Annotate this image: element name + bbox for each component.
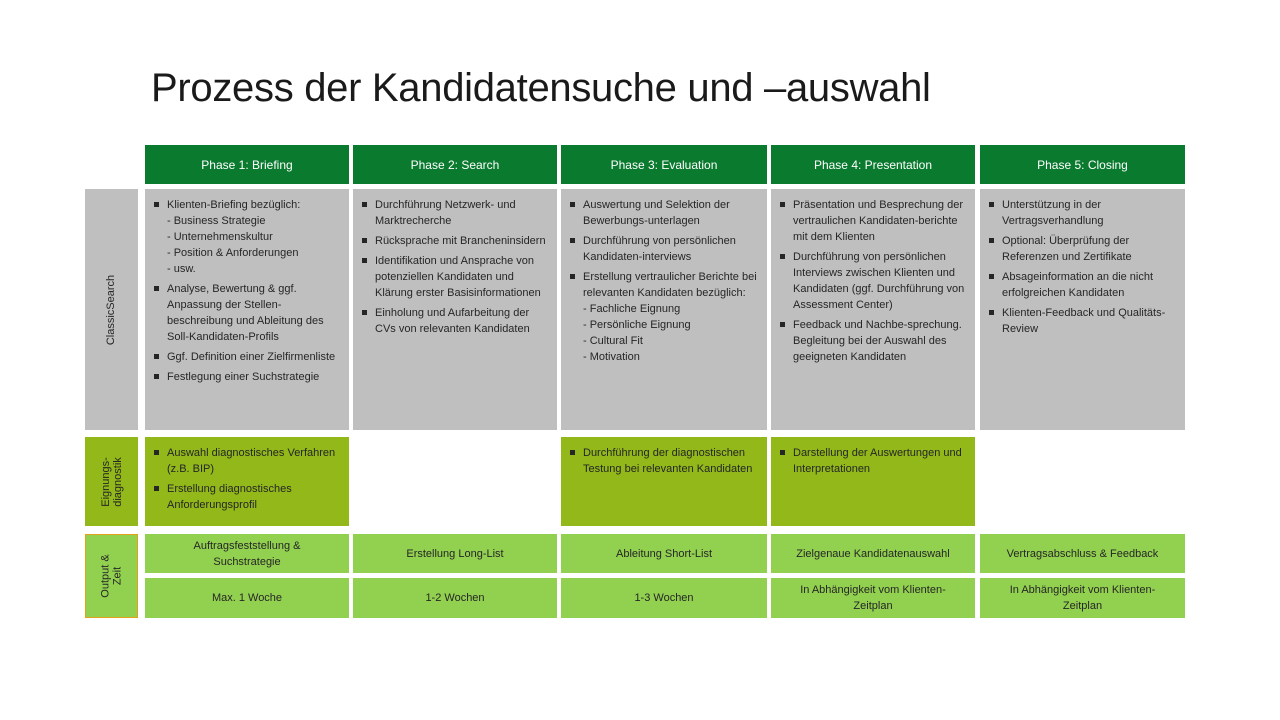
list-item: Identifikation und Ansprache von potenziellen Kandidaten und Klärung erster Basisinformationen	[361, 253, 549, 301]
list-item: Erstellung diagnostisches Anforderungsprofil	[153, 481, 341, 513]
row-label-classicsearch-text: ClassicSearch	[105, 274, 118, 345]
list-item: Durchführung von persönlichen Kandidaten-interviews	[569, 233, 759, 265]
list-item: Absageinformation an die nicht erfolgreichen Kandidaten	[988, 269, 1177, 301]
phase-2-header: Phase 2: Search	[353, 145, 557, 184]
row-label-output-line2: Zeit	[111, 566, 124, 586]
list-item: Ggf. Definition einer Zielfirmenliste	[153, 349, 341, 365]
list-item: Klienten-Feedback und Qualitäts-Review	[988, 305, 1177, 337]
phase-3-classicsearch	[561, 189, 767, 430]
phase-1-header: Phase 1: Briefing	[145, 145, 349, 184]
list-item: Auswertung und Selektion der Bewerbungs-unterlagen	[569, 197, 759, 229]
phase-4-classicsearch	[771, 189, 975, 430]
phase-3-zeit: 1-3 Wochen	[561, 578, 767, 618]
list-item: Auswahl diagnostisches Verfahren (z.B. BIP)	[153, 445, 341, 477]
phase-1-eignungsdiagnostik	[145, 437, 349, 526]
list-item: Rücksprache mit Brancheninsidern	[361, 233, 549, 249]
phase-4-zeit: In Abhängigkeit vom Klienten-Zeitplan	[771, 578, 975, 618]
row-label-eignung-line1: Eignungs-	[99, 456, 112, 507]
phase-4-output: Zielgenaue Kandidatenauswahl	[771, 534, 975, 573]
phase-5-output: Vertragsabschluss & Feedback	[980, 534, 1185, 573]
list-item: Klienten-Briefing bezüglich: - Business Strategie - Unternehmenskultur - Position & Anforderungen - usw.	[153, 197, 341, 277]
phase-2-output: Erstellung Long-List	[353, 534, 557, 573]
list-item: Unterstützung in der Vertragsverhandlung	[988, 197, 1177, 229]
row-label-eignung-line2: diagnostik	[111, 456, 124, 507]
phase-4-eignungsdiagnostik	[771, 437, 975, 526]
row-label-output-line1: Output &	[99, 554, 112, 598]
list-item: Erstellung vertraulicher Berichte bei relevanten Kandidaten bezüglich: - Fachliche Eignung - Persönliche Eignung - Cultural Fit - Motivation	[569, 269, 759, 365]
list-item: Einholung und Aufarbeitung der CVs von relevanten Kandidaten	[361, 305, 549, 337]
slide-title: Prozess der Kandidatensuche und –auswahl	[151, 66, 931, 110]
phase-2-zeit: 1-2 Wochen	[353, 578, 557, 618]
phase-1-classicsearch	[145, 189, 349, 430]
phase-3-eignungsdiagnostik	[561, 437, 767, 526]
list-item: Präsentation und Besprechung der vertraulichen Kandidaten-berichte mit dem Klienten	[779, 197, 967, 245]
phase-3-output: Ableitung Short-List	[561, 534, 767, 573]
row-label-classicsearch	[85, 189, 138, 430]
phase-1-output: Auftragsfeststellung & Suchstrategie	[145, 534, 349, 573]
phase-4-header: Phase 4: Presentation	[771, 145, 975, 184]
phase-5-header: Phase 5: Closing	[980, 145, 1185, 184]
list-item: Festlegung einer Suchstrategie	[153, 369, 341, 385]
list-item: Analyse, Bewertung & ggf. Anpassung der Stellen-beschreibung und Ableitung des Soll-Kandidaten-Profils	[153, 281, 341, 345]
list-item: Feedback und Nachbe-sprechung. Begleitung bei der Auswahl des geeigneten Kandidaten	[779, 317, 967, 365]
phase-1-zeit: Max. 1 Woche	[145, 578, 349, 618]
phase-5-classicsearch	[980, 189, 1185, 430]
row-label-output-zeit	[85, 534, 138, 618]
phase-3-header: Phase 3: Evaluation	[561, 145, 767, 184]
list-item: Durchführung von persönlichen Interviews zwischen Klienten und Kandidaten (ggf. Durchführung von Assessment Center)	[779, 249, 967, 313]
row-label-eignungsdiagnostik	[85, 437, 138, 526]
list-item: Optional: Überprüfung der Referenzen und Zertifikate	[988, 233, 1177, 265]
phase-5-zeit: In Abhängigkeit vom Klienten-Zeitplan	[980, 578, 1185, 618]
phase-2-classicsearch	[353, 189, 557, 430]
list-item: Darstellung der Auswertungen und Interpretationen	[779, 445, 967, 477]
list-item: Durchführung Netzwerk- und Marktrecherche	[361, 197, 549, 229]
list-item: Durchführung der diagnostischen Testung bei relevanten Kandidaten	[569, 445, 759, 477]
